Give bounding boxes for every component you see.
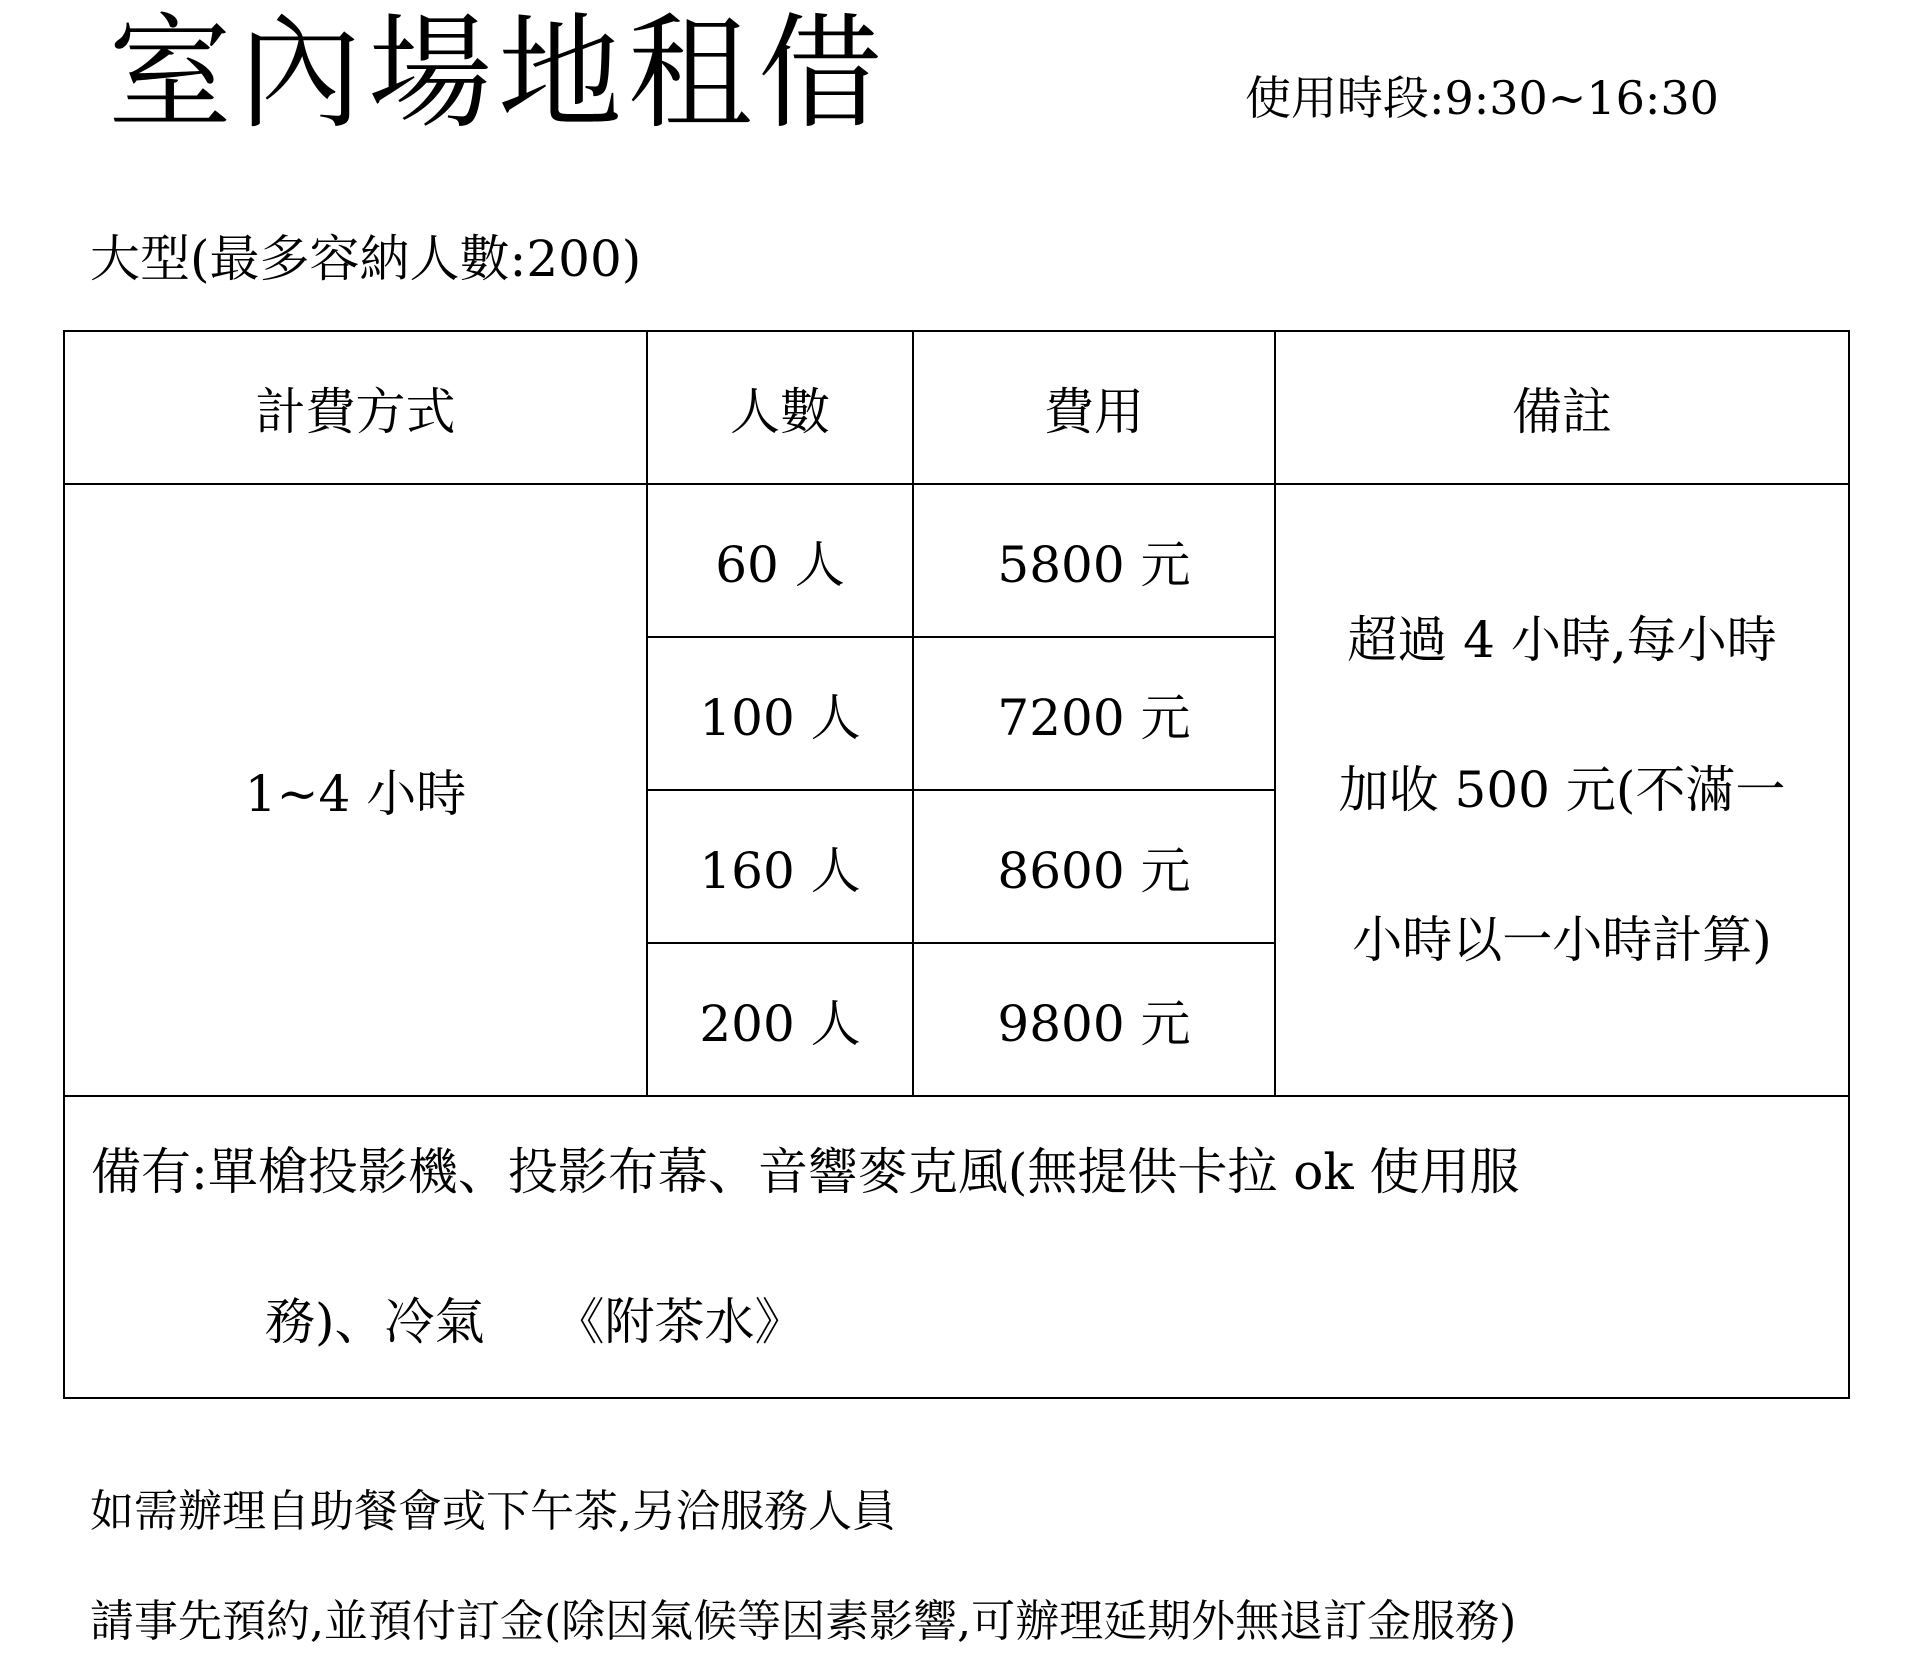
- venue-size-subtitle: 大型(最多容納人數:200): [90, 230, 642, 288]
- remarks-line: 加收 500 元(不滿一: [1338, 761, 1786, 819]
- page-title: 室內場地租借: [108, 2, 889, 146]
- remarks-line: 小時以一小時計算): [1352, 911, 1772, 969]
- fee-cell: 8600 元: [913, 790, 1275, 943]
- people-cell: 200 人: [647, 943, 913, 1096]
- catering-note: 如需辦理自助餐會或下午茶,另洽服務人員: [90, 1486, 896, 1537]
- table-header-row: [64, 331, 1849, 484]
- tea-included-note: 《附茶水》: [554, 1293, 805, 1351]
- rental-rate-table: [63, 330, 1850, 1399]
- fee-cell: 5800 元: [913, 484, 1275, 637]
- header-people: 人數: [647, 331, 913, 484]
- table-row: [64, 484, 1849, 637]
- people-cell: 100 人: [647, 637, 913, 790]
- people-cell: 60 人: [647, 484, 913, 637]
- usage-hours: 使用時段:9:30~16:30: [1245, 71, 1719, 125]
- reservation-note: 請事先預約,並預付訂金(除因氣候等因素影響,可辦理延期外無退訂金服務): [90, 1596, 1517, 1647]
- equipment-cell: [64, 1096, 1849, 1398]
- remarks-cell: [1275, 484, 1849, 1096]
- fee-cell: 9800 元: [913, 943, 1275, 1096]
- header-remarks: 備註: [1275, 331, 1849, 484]
- header-fee: 費用: [913, 331, 1275, 484]
- equipment-row: [64, 1096, 1849, 1398]
- billing-method-cell: 1~4 小時: [64, 484, 647, 1096]
- equipment-line: [65, 1247, 1848, 1397]
- header-billing-method: 計費方式: [64, 331, 647, 484]
- equipment-line: 備有:單槍投影機、投影布幕、音響麥克風(無提供卡拉 ok 使用服: [91, 1143, 1520, 1201]
- fee-cell: 7200 元: [913, 637, 1275, 790]
- equipment-line-text: 務)、冷氣: [265, 1293, 485, 1351]
- remarks-line: 超過 4 小時,每小時: [1347, 611, 1777, 669]
- people-cell: 160 人: [647, 790, 913, 943]
